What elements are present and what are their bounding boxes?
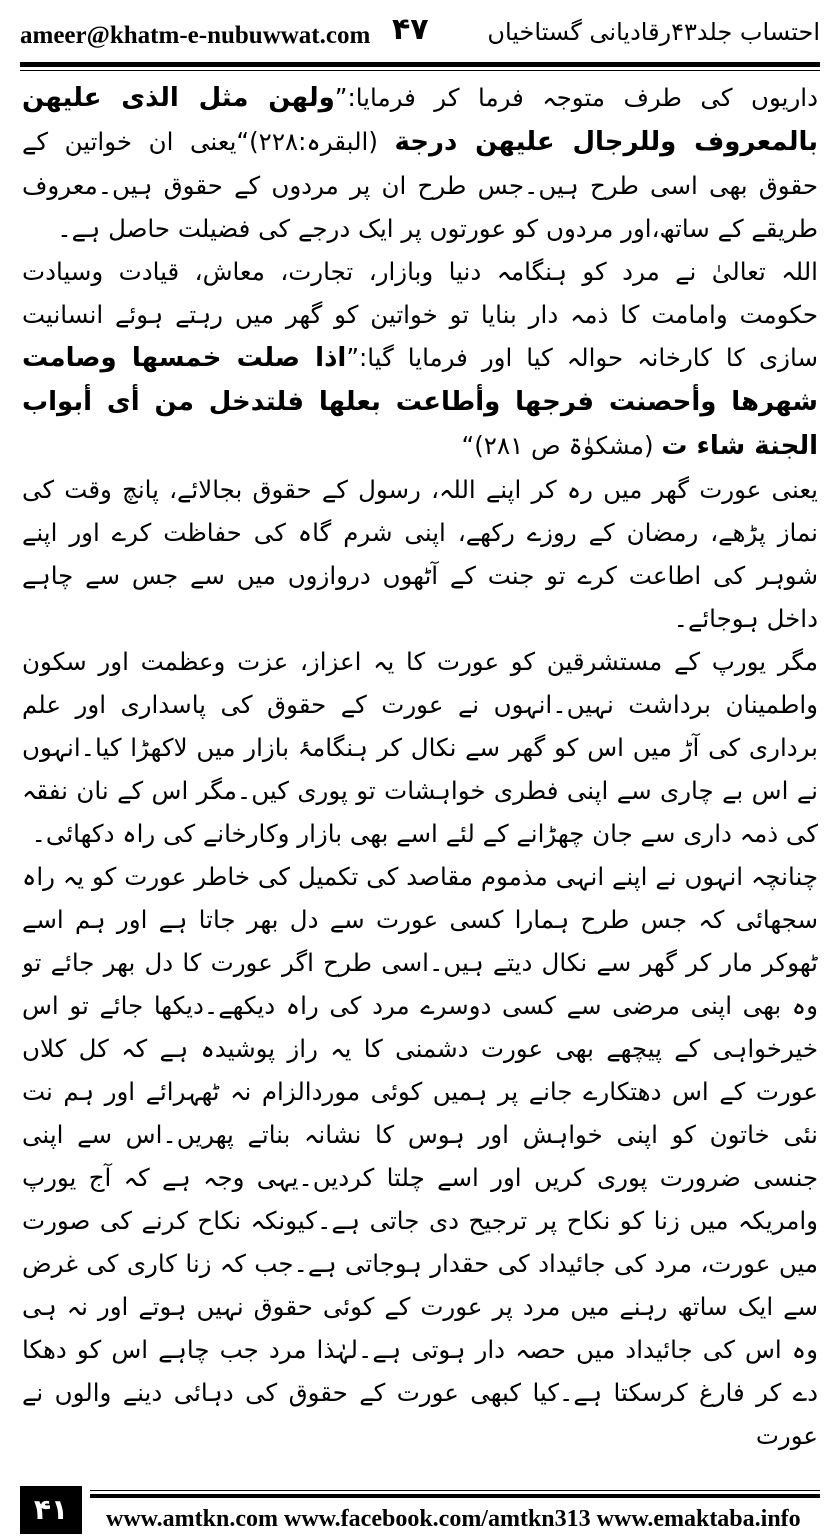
paragraph-5 xyxy=(22,855,818,1457)
paragraph-text: یعنی عورت گھر میں رہ کر اپنے اللہ، رسول کے حقوق بجالائے، پانچ وقت کی نماز پڑھے، رمضان کے روزے رکھے، اپنی شرم گاہ کی حفاظت کرے اور اپنے شوہر کی اطاعت کرے تو جنت کے آٹھوں دروازوں میں سے جس سے چاہے داخل ہوجائے۔ xyxy=(22,475,818,633)
paragraph-text: (البقرہ:۲۲۸)“یعنی ان خواتین کے حقوق بھی اسی طرح ہیں۔جس طرح ان پر مردوں کے حقوق ہیں۔معروف طریقے کے ساتھ،اور مردوں کو عورتوں پر ایک درجے کی فضیلت حاصل ہے۔ xyxy=(22,127,818,243)
paragraph-text: چنانچہ انہوں نے اپنے انہی مذموم مقاصد کی تکمیل کی خاطر عورت کو یہ راہ سجھائی کہ جس طرح ہمارا کسی عورت سے دل بھر جاتا ہے اور ہم اسے ٹھوکر مار کر گھر سے نکال دیتے ہیں۔اسی طرح اگر عورت کا دل بھر جائے تو وہ بھی اپنی مرضی سے کسی دوسرے مرد کی راہ دیکھے۔دیکھا جائے تو اس خیرخواہی کے پیچھے بھی عورت دشمنی کا یہ راز پوشیدہ ہے کہ کل کلاں عورت کے اس دھتکارے جانے پر ہمیں کوئی موردالزام نہ ٹھہرائے اور ہم نت نئی خاتون کو اپنی خواہش اور ہوس کا نشانہ بناتے پھریں۔اس سے اپنی جنسی ضرورت پوری کریں اور اسے چلتا کردیں۔یہی وجہ ہے کہ آج یورپ وامریکہ میں زنا کو نکاح پر ترجیح دی جاتی ہے۔کیونکہ نکاح کرنے کی صورت میں عورت، مرد کی جائیداد کی حقدار ہوجاتی ہے۔جب کہ زنا کاری کی غرض سے ایک ساتھ رہنے میں مرد پر عورت کے کوئی حقوق نہیں ہوتے اور نہ ہی وہ اس کی جائیداد میں حصہ دار ہوتی ہے۔لہٰذا مرد جب چاہے اس کو دھکا دے کر فارغ کرسکتا ہے۔کیا کبھی عورت کے حقوق کی دہائی دینے والوں نے عورت xyxy=(22,862,818,1450)
footer-rule-thick xyxy=(90,1494,820,1498)
paragraph-1 xyxy=(22,76,818,250)
paragraph-text: داریوں کی طرف متوجہ فرما کر فرمایا:” xyxy=(334,83,818,112)
paragraph-text: اللہ تعالیٰ نے مرد کو ہنگامہ دنیا وبازار، تجارت، معاش، قیادت وسیادت حکومت وامامت کا ذمہ دار بنایا تو خواتین کو گھر میں رہتے ہوئے انسانیت سازی کا کارخانہ حوالہ کیا اور فرمایا گیا:” xyxy=(22,257,818,372)
arabic-hadith: اذا صلت خمسها وصامت شهرها وأحصنت فرجها وأطاعت بعلها فلتدخل من أی أبواب الجنة شاء ت xyxy=(22,343,818,461)
paragraph-4 xyxy=(22,640,818,855)
header-page-number: ۴۷ xyxy=(392,12,429,47)
footer-page-number: ۴۱ xyxy=(20,1486,82,1534)
header-rule-thin xyxy=(20,70,820,71)
paragraph-text: (مشکوٰۃ ص ۲۸۱)“ xyxy=(461,431,662,460)
paragraph-text: مگر یورپ کے مستشرقین کو عورت کا یہ اعزاز، عزت وعظمت اور سکون واطمینان برداشت نہیں۔انہوں نے عورت کے حقوق کی پاسداری اور علم برداری کی آڑ میں اس کو گھر سے نکال کر ہنگامۂ بازار میں لاکھڑا کیا۔انہوں نے اس بے چاری سے اپنی فطری خواہشات تو پوری کیں۔مگر اس کے نان نفقہ کی ذمہ داری سے جان چھڑانے کے لئے اسے بھی بازار وکارخانے کی راہ دکھائی۔ xyxy=(22,647,818,848)
header-rule-thick xyxy=(20,62,820,67)
footer-rule-thin xyxy=(90,1490,820,1491)
page-body xyxy=(22,76,818,1471)
paragraph-2 xyxy=(22,250,818,468)
header-title: احتساب جلد۴۳رقادیانی گستاخیاں xyxy=(487,18,820,46)
header-email[interactable]: ameer@khatm-e-nubuwwat.com xyxy=(20,22,371,49)
arabic-quote: ولھن مثل الذی علیھن بالمعروف وللرجال علیھن درجة xyxy=(22,83,818,157)
page-footer xyxy=(20,1482,820,1536)
paragraph-3 xyxy=(22,468,818,640)
page-header xyxy=(20,8,820,56)
footer-links[interactable]: www.amtkn.com www.facebook.com/amtkn313 www.emaktaba.info xyxy=(106,1506,801,1532)
